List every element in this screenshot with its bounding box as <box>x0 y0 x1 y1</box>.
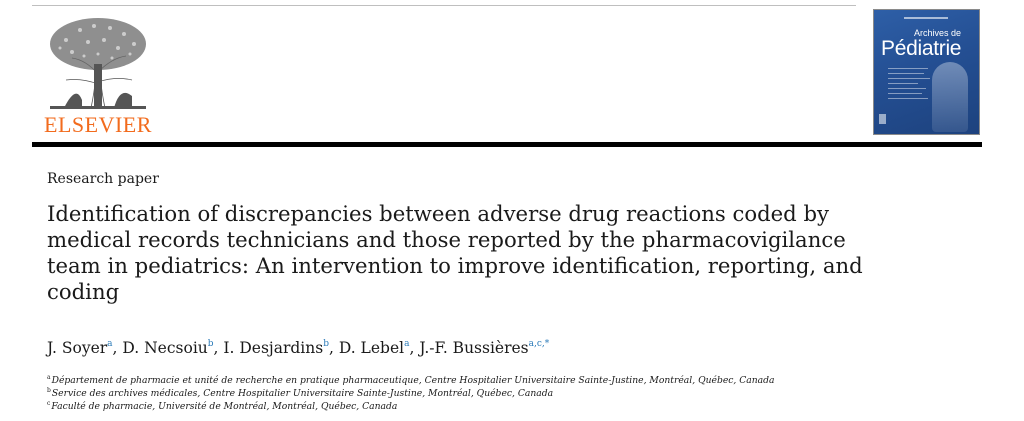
author-separator: , <box>213 339 224 357</box>
author-separator: , <box>409 339 420 357</box>
cover-top-strip <box>904 17 948 19</box>
author-name[interactable]: D. Lebel <box>338 339 405 357</box>
cover-contents-lines <box>888 68 930 103</box>
elsevier-logo[interactable] <box>36 14 160 136</box>
article-type: Research paper <box>47 171 159 187</box>
affiliation-marker: b <box>47 387 51 394</box>
cover-illustration <box>932 62 968 132</box>
author-affiliation-link[interactable]: a <box>404 339 410 349</box>
author-separator: , <box>112 339 123 357</box>
affiliation-marker: c <box>47 400 51 407</box>
affiliation-text: Service des archives médicales, Centre Hospitalier Universitaire Sainte-Justine, Montréal, Québec, Canada <box>51 388 554 399</box>
author-name[interactable]: J.-F. Bussières <box>419 339 529 357</box>
affiliation-text: Faculté de pharmacie, Université de Montréal, Montréal, Québec, Canada <box>51 401 398 412</box>
elsevier-wordmark: ELSEVIER <box>44 112 152 137</box>
author-affiliation-link[interactable]: b <box>323 339 329 349</box>
author-affiliation-link[interactable]: a,c,* <box>528 339 550 349</box>
author-name[interactable]: I. Desjardins <box>223 339 324 357</box>
author-name[interactable]: D. Necsoiu <box>122 339 208 357</box>
affiliation-marker: a <box>47 374 51 381</box>
author-name[interactable]: J. Soyer <box>47 339 108 357</box>
author-separator: , <box>328 339 339 357</box>
author-list <box>47 339 549 357</box>
elsevier-tree-icon <box>36 14 160 112</box>
journal-cover-thumbnail[interactable] <box>873 9 980 135</box>
affiliation-item <box>47 387 775 400</box>
article-title: Identification of discrepancies between adverse drug reactions coded by medical records technicians and those reported by the pharmacovigilance team in pediatrics: An intervention to improve identification, reporting, and coding <box>47 201 863 304</box>
author-affiliation-link[interactable]: b <box>207 339 214 349</box>
affiliation-item <box>47 400 775 413</box>
header-top-rule <box>32 5 856 6</box>
cover-title-small: Archives de <box>914 28 962 38</box>
author-affiliation-link[interactable]: a <box>107 339 113 349</box>
affiliation-list <box>47 374 775 413</box>
cover-publisher-mark <box>879 114 886 124</box>
header-divider <box>32 142 982 147</box>
affiliation-text: Département de pharmacie et unité de recherche en pratique pharmaceutique, Centre Hospitalier Universitaire Sainte-Justine, Montréal, Québec, Canada <box>51 375 775 386</box>
cover-title-big: Pédiatrie <box>881 37 962 60</box>
affiliation-item <box>47 374 775 387</box>
